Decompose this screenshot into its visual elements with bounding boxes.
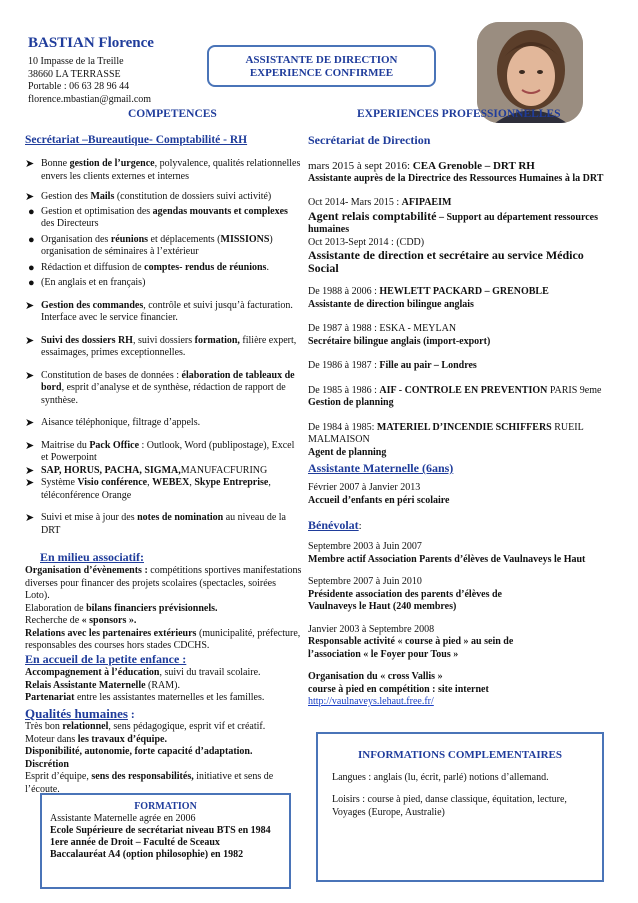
experience-list	[308, 160, 608, 459]
exp-role: Agent de planning	[308, 446, 387, 458]
informations-title: INFORMATIONS COMPLEMENTAIRES	[357, 749, 563, 761]
assoc-line: Relations avec les partenaires extérieurs (municipalité, préfecture, responsables des courses hors stades CDCHS.	[25, 627, 301, 651]
formation-title: FORMATION	[134, 801, 197, 812]
qualite-line: Discrétion	[25, 758, 69, 770]
formation-box	[40, 793, 291, 889]
list-item: ➤ Suivi et mise à jour des notes de nomination au niveau de la DRT	[25, 512, 286, 536]
secretariat-title: Secrétariat –Bureautique- Comptabilité - RH	[25, 134, 248, 146]
email: florence.mbastian@gmail.com	[28, 93, 152, 105]
benevolat-heading	[308, 516, 362, 534]
accueil-line: Accompagnement à l’éducation, suivi du travail scolaire.	[25, 667, 261, 678]
qualite-line: Esprit d’équipe, sens des responsabilités, initiative et sens de l’écoute.	[25, 771, 274, 795]
am-role: Accueil d’enfants en péri scolaire	[308, 494, 450, 506]
ben-role: course à pied en compétition : site internet	[308, 683, 489, 695]
exp-date: De 1985 à 1986 : AIF - CONTROLE EN PREVENTION PARIS 9eme	[308, 384, 602, 396]
langues: Langues : anglais (lu, écrit, parlé) notions d’allemand.	[332, 771, 549, 783]
qualites-colon: :	[127, 709, 135, 721]
qualites-title: Qualités humaines	[25, 706, 128, 721]
am-block	[308, 482, 608, 507]
ben-date: Septembre 2003 à Juin 2007	[308, 541, 422, 552]
benevolat-colon: :	[358, 520, 362, 532]
benevolat-list	[308, 541, 608, 709]
accueil-line: Relais Assistante Maternelle (RAM).	[25, 679, 180, 691]
competences-title: COMPETENCES	[128, 108, 217, 120]
list-item: ➤ Maitrise du Pack Office : Outlook, Word (publipostage), Excel et Powerpoint	[25, 439, 295, 463]
list-item: ➤ Gestion des Mails (constitution de dossiers suivi activité)	[25, 191, 272, 203]
list-item: ● Organisation des réunions et déplacements (MISSIONS) organisation de séminaires à l’extérieur	[28, 233, 273, 257]
formation-line: Baccalauréat A4 (option philosophie) en 1982	[50, 849, 244, 860]
ben-role: Vaulnaveys le Haut (240 membres)	[308, 601, 457, 612]
qualite-line: Très bon relationnel, sens pédagogique, esprit vif et créatif.	[25, 721, 266, 732]
exp-role: Gestion de planning	[308, 397, 394, 408]
exp-date: De 1986 à 1987 : Fille au pair – Londres	[308, 360, 477, 371]
address-line-1: 10 Impasse de la Treille	[28, 56, 124, 67]
formation-line: Ecole Supérieure de secrétariat niveau BTS en 1984	[50, 825, 271, 836]
exp-date: Oct 2014- Mars 2015 : AFIPAEIM	[308, 197, 452, 208]
ben-date: Janvier 2003 à Septembre 2008	[308, 623, 435, 635]
exp-date: mars 2015 à sept 2016: CEA Grenoble – DRT RH	[308, 160, 535, 172]
informations-box	[316, 732, 604, 882]
address-line-2: 38660 LA TERRASSE	[28, 68, 121, 80]
loisirs: Loisirs : course à pied, danse classique, équitation, lecture, Voyages (Europe, Australie)	[332, 794, 567, 818]
benevolat-title: Bénévolat	[308, 518, 359, 532]
assoc-line: Elaboration de bilans financiers prévisionnels.	[25, 602, 218, 614]
exp-role: Assistante auprès de la Directrice des Ressources Humaines à la DRT	[308, 172, 604, 184]
list-item: ➤ SAP, HORUS, PACHA, SIGMA,MANUFACFURING	[25, 464, 268, 477]
ben-role: Membre actif Association Parents d’élèves de Vaulnaveys le Haut	[308, 553, 586, 565]
exp-role: Assistante de direction bilingue anglais	[308, 298, 474, 310]
exp-role: Assistante de direction et secrétaire au service Médico Social	[308, 248, 584, 275]
ben-role: Présidente association des parents d’élèves de	[308, 588, 502, 600]
formation-line: 1ere année de Droit – Faculté de Sceaux	[50, 837, 220, 848]
list-item: ● Gestion et optimisation des agendas mouvants et complexes des Directeurs	[28, 205, 288, 229]
candidate-name: BASTIAN Florence	[28, 35, 154, 51]
exp-role: Secrétaire bilingue anglais (import-export)	[308, 335, 491, 347]
list-item: ➤ Système Visio conférence, WEBEX, Skype Entreprise, téléconférence Orange	[25, 477, 271, 501]
qualites-block	[25, 721, 303, 796]
assoc-block	[25, 565, 303, 653]
exp-date: De 1987 à 1988 : ESKA - MEYLAN	[308, 323, 457, 334]
accueil-line: Partenariat entre les assistantes maternelles et les familles.	[25, 692, 265, 703]
formation-line: Assistante Maternelle agrée en 2006	[50, 813, 196, 824]
phone: Portable : 06 63 28 96 44	[28, 81, 130, 92]
banner-line-2: EXPERIENCE CONFIRMEE	[249, 67, 394, 79]
sec-dir-title: Secrétariat de Direction	[308, 133, 431, 147]
website-link[interactable]: http://vaulnaveys.lehaut.free.fr/	[308, 696, 434, 707]
ben-role: l’association « le Foyer pour Tous »	[308, 648, 459, 660]
competences-list	[25, 158, 303, 537]
experiences-title: EXPERIENCES PROFESSIONNELLES	[357, 108, 561, 120]
list-item: ➤ Constitution de bases de données : élaboration de tableaux de bord, esprit d’analyse et de synthèse, rédaction de rapport de synthèse.	[25, 369, 295, 406]
exp-date: De 1984 à 1985: MATERIEL D’INCENDIE SCHIFFERS RUEIL MALMAISON	[308, 421, 584, 445]
exp-date: De 1988 à 2006 : HEWLETT PACKARD – GRENOBLE	[308, 286, 549, 297]
exp-role: Agent relais comptabilité – Support au département ressources humaines	[308, 208, 599, 235]
am-date: Février 2007 à Janvier 2013	[308, 482, 421, 493]
assoc-line: Recherche de « sponsors ».	[25, 615, 137, 626]
list-item: ➤ Bonne gestion de l’urgence, polyvalence, qualités relationnelles envers les clients externes et internes	[25, 158, 301, 182]
list-item: ➤ Gestion des commandes, contrôle et suivi jusqu’à facturation. Interface avec le service financier.	[25, 299, 293, 323]
ben-role: Responsable activité « course à pied » au sein de	[308, 636, 514, 647]
assistante-maternelle-title: Assistante Maternelle (6ans)	[308, 461, 454, 475]
accueil-title: En accueil de la petite enfance :	[25, 652, 187, 666]
list-item: ➤ Aisance téléphonique, filtrage d’appels.	[25, 417, 201, 429]
exp-date: Oct 2013-Sept 2014 : (CDD)	[308, 236, 425, 248]
title-banner	[207, 45, 436, 87]
assoc-title: En milieu associatif:	[40, 550, 144, 564]
ben-role: Organisation du « cross Vallis »	[308, 671, 443, 682]
list-item: ➤ Suivi des dossiers RH, suivi dossiers formation, filière expert, essaimages, primes exceptionnelles.	[25, 334, 297, 358]
qualite-line: Disponibilité, autonomie, forte capacité d’adaptation.	[25, 746, 253, 757]
banner-line-1: ASSISTANTE DE DIRECTION	[245, 54, 398, 66]
list-item: ● Rédaction et diffusion de comptes- rendus de réunions.	[28, 261, 269, 274]
accueil-block	[25, 667, 303, 705]
assoc-line: Organisation d’évènements : compétitions sportives manifestations diverses pour financer des projets scolaires (spectacles, soirées Loto).	[25, 565, 302, 601]
list-item: ● (En anglais et en français)	[28, 277, 146, 289]
ben-date: Septembre 2007 à Juin 2010	[308, 576, 422, 587]
qualite-line: Moteur dans les travaux d’équipe.	[25, 733, 167, 745]
contact-block	[28, 56, 151, 106]
